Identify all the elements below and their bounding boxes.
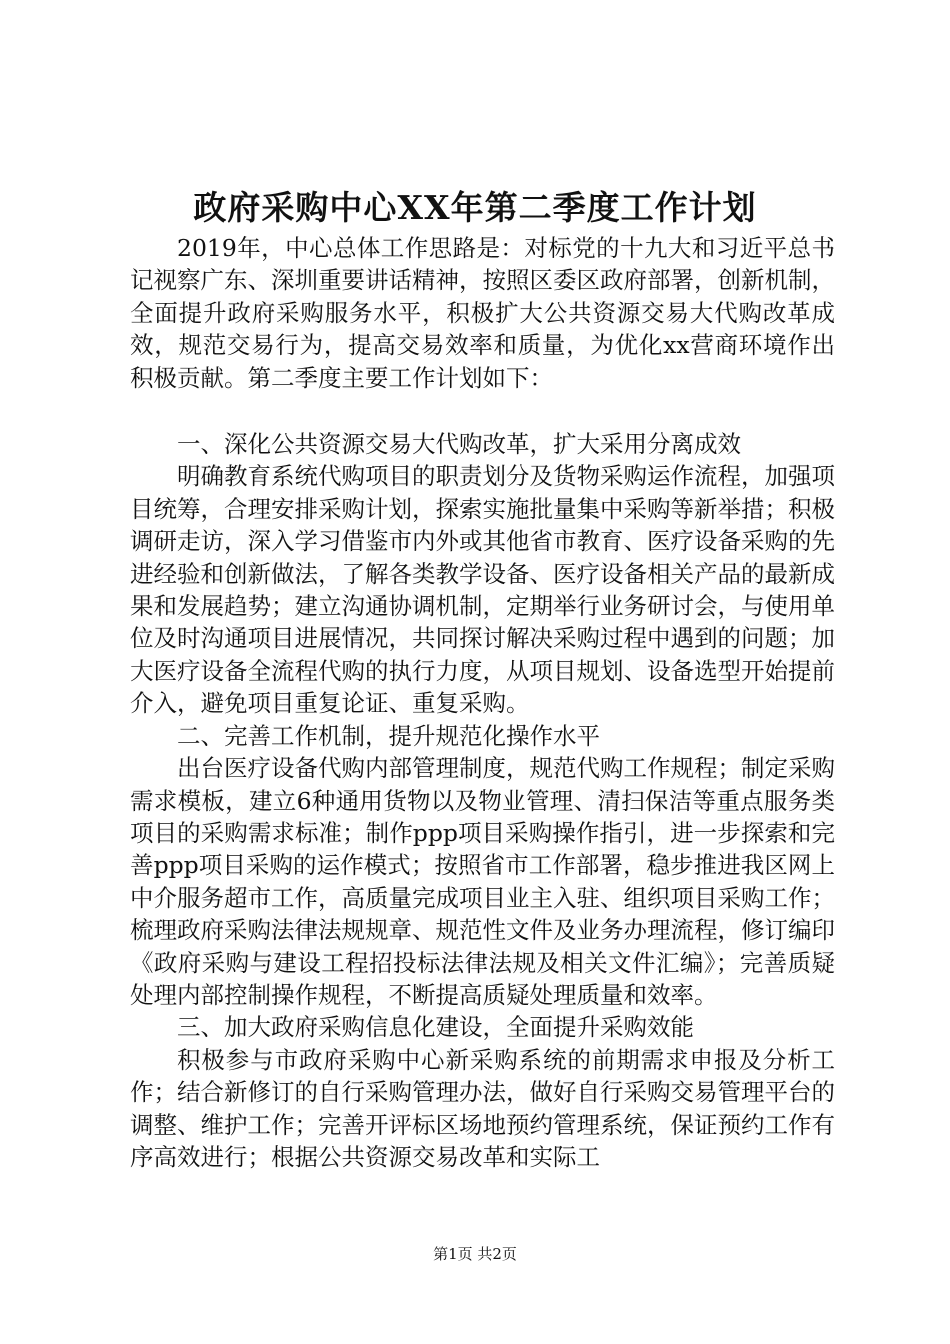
section-2-body: 出台医疗设备代购内部管理制度，规范代购工作规程；制定采购需求模板，建立6种通用货物以及物业管理、清扫保洁等重点服务类项目的采购需求标准；制作ppp项目采购操作指引，进一步探索和完善ppp项目采购的运作模式；按照省市工作部署，稳步推进我区网上中介服务超市工作，高质量完成项目业主入驻、组织项目采购工作；梳理政府采购法律法规规章、规范性文件及业务办理流程，修订编印《政府采购与建设工程招投标法律法规及相关文件汇编》；完善质疑处理内部控制操作规程，不断提高质疑处理质量和效率。: [130, 754, 835, 1009]
section-3-body: 积极参与市政府采购中心新采购系统的前期需求申报及分析工作；结合新修订的自行采购管理办法，做好自行采购交易管理平台的调整、维护工作；完善开评标区场地预约管理系统，保证预约工作有序高效进行；根据公共资源交易改革和实际工: [130, 1045, 835, 1171]
paragraph-spacer: [130, 394, 835, 428]
document-body: [130, 232, 835, 1173]
page-footer: 第1页 共2页: [433, 1245, 517, 1263]
section-2-heading: 二、完善工作机制，提升规范化操作水平: [177, 721, 600, 750]
document-title: 政府采购中心XX年第二季度工作计划: [193, 188, 757, 227]
section-1-body: 明确教育系统代购项目的职责划分及货物采购运作流程，加强项目统筹，合理安排采购计划，探索实施批量集中采购等新举措；积极调研走访，深入学习借鉴市内外或其他省市教育、医疗设备采购的先进经验和创新做法，了解各类教学设备、医疗设备相关产品的最新成果和发展趋势；建立沟通协调机制，定期举行业务研讨会，与使用单位及时沟通项目进展情况，共同探讨解决采购过程中遇到的问题；加大医疗设备全流程代购的执行力度，从项目规划、设备选型开始提前介入，避免项目重复论证、重复采购。: [130, 462, 835, 718]
section-1-heading: 一、深化公共资源交易大代购改革，扩大采用分离成效: [177, 430, 741, 459]
section-3-heading: 三、加大政府采购信息化建设，全面提升采购效能: [177, 1013, 694, 1042]
intro-paragraph: 2019年，中心总体工作思路是：对标党的十九大和习近平总书记视察广东、深圳重要讲话精神，按照区委区政府部署，创新机制，全面提升政府采购服务水平，积极扩大公共资源交易大代购改革成效，规范交易行为，提高交易效率和质量，为优化xx营商环境作出积极贡献。第二季度主要工作计划如下：: [130, 234, 835, 392]
